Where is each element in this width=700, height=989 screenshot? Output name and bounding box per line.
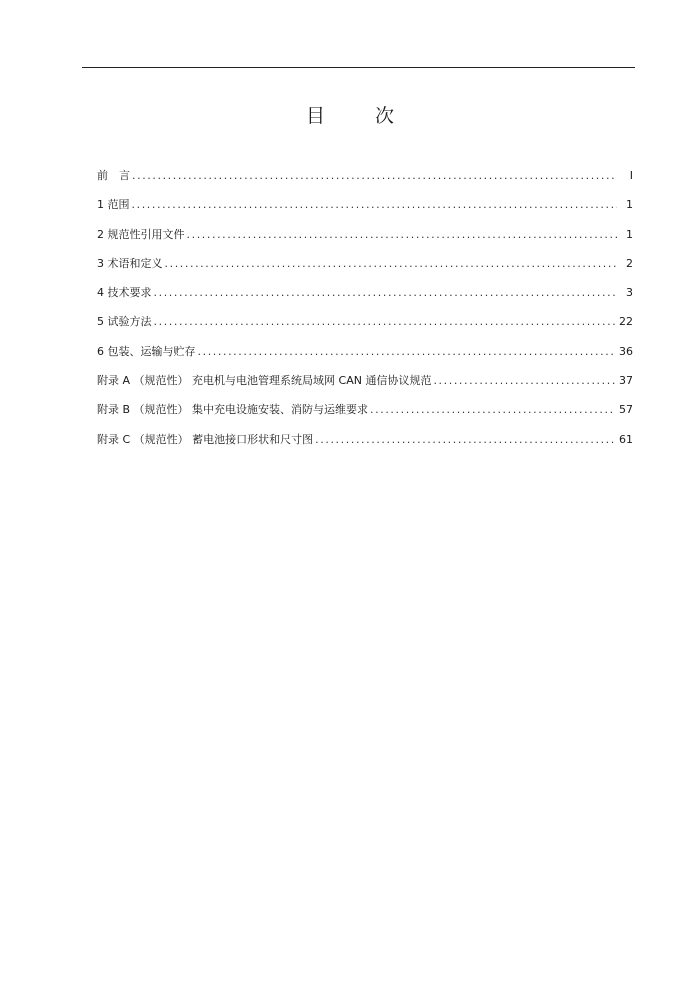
page-title: 目 次 — [305, 104, 417, 127]
toc-entry-technical-requirements[interactable] — [97, 284, 633, 313]
table-of-contents — [97, 167, 633, 460]
toc-page-number: 3 — [626, 286, 633, 300]
toc-page-number: 57 — [619, 403, 633, 417]
toc-entry-packaging-transport-storage[interactable] — [97, 343, 633, 372]
toc-entry-scope[interactable] — [97, 196, 633, 225]
toc-entry-normative-references[interactable] — [97, 226, 633, 255]
header-rule — [82, 67, 635, 68]
toc-entry-foreword[interactable] — [97, 167, 633, 196]
toc-entry-terms-definitions[interactable] — [97, 255, 633, 284]
toc-page-number: 1 — [626, 227, 633, 241]
toc-page-number: 61 — [619, 432, 633, 446]
toc-entry-annex-c[interactable] — [97, 431, 633, 460]
toc-leader-dots — [132, 167, 617, 185]
toc-entry-test-methods[interactable] — [97, 313, 633, 342]
toc-leader-dots — [198, 343, 616, 361]
toc-leader-dots — [154, 284, 618, 302]
toc-leader-dots — [370, 401, 615, 419]
toc-entry-annex-a[interactable] — [97, 372, 633, 401]
toc-entry-label: 6 包装、运输与贮存 — [97, 344, 196, 358]
toc-leader-dots — [315, 431, 615, 449]
toc-entry-label: 5 试验方法 — [97, 315, 152, 329]
toc-leader-dots — [433, 372, 615, 390]
toc-entry-label: 4 技术要求 — [97, 286, 152, 300]
toc-page-number: 2 — [626, 256, 633, 270]
toc-leader-dots — [165, 255, 618, 273]
toc-entry-label: 2 规范性引用文件 — [97, 227, 185, 241]
toc-entry-label: 附录 A （规范性） 充电机与电池管理系统局域网 CAN 通信协议规范 — [97, 374, 432, 388]
toc-page-number: 1 — [626, 198, 633, 212]
toc-page-number: 36 — [619, 344, 633, 358]
toc-leader-dots — [187, 226, 618, 244]
toc-page-number: 22 — [619, 315, 633, 329]
toc-entry-label: 1 范围 — [97, 198, 130, 212]
toc-page-number: I — [629, 169, 633, 182]
toc-entry-annex-b[interactable] — [97, 401, 633, 430]
toc-leader-dots — [132, 196, 618, 214]
toc-entry-label: 前 言 — [97, 169, 130, 182]
toc-leader-dots — [154, 313, 616, 331]
toc-entry-label: 附录 B （规范性） 集中充电设施安装、消防与运维要求 — [97, 403, 369, 417]
toc-entry-label: 3 术语和定义 — [97, 256, 163, 270]
toc-page-number: 37 — [619, 374, 633, 388]
toc-entry-label: 附录 C （规范性） 蓄电池接口形状和尺寸图 — [97, 432, 314, 446]
